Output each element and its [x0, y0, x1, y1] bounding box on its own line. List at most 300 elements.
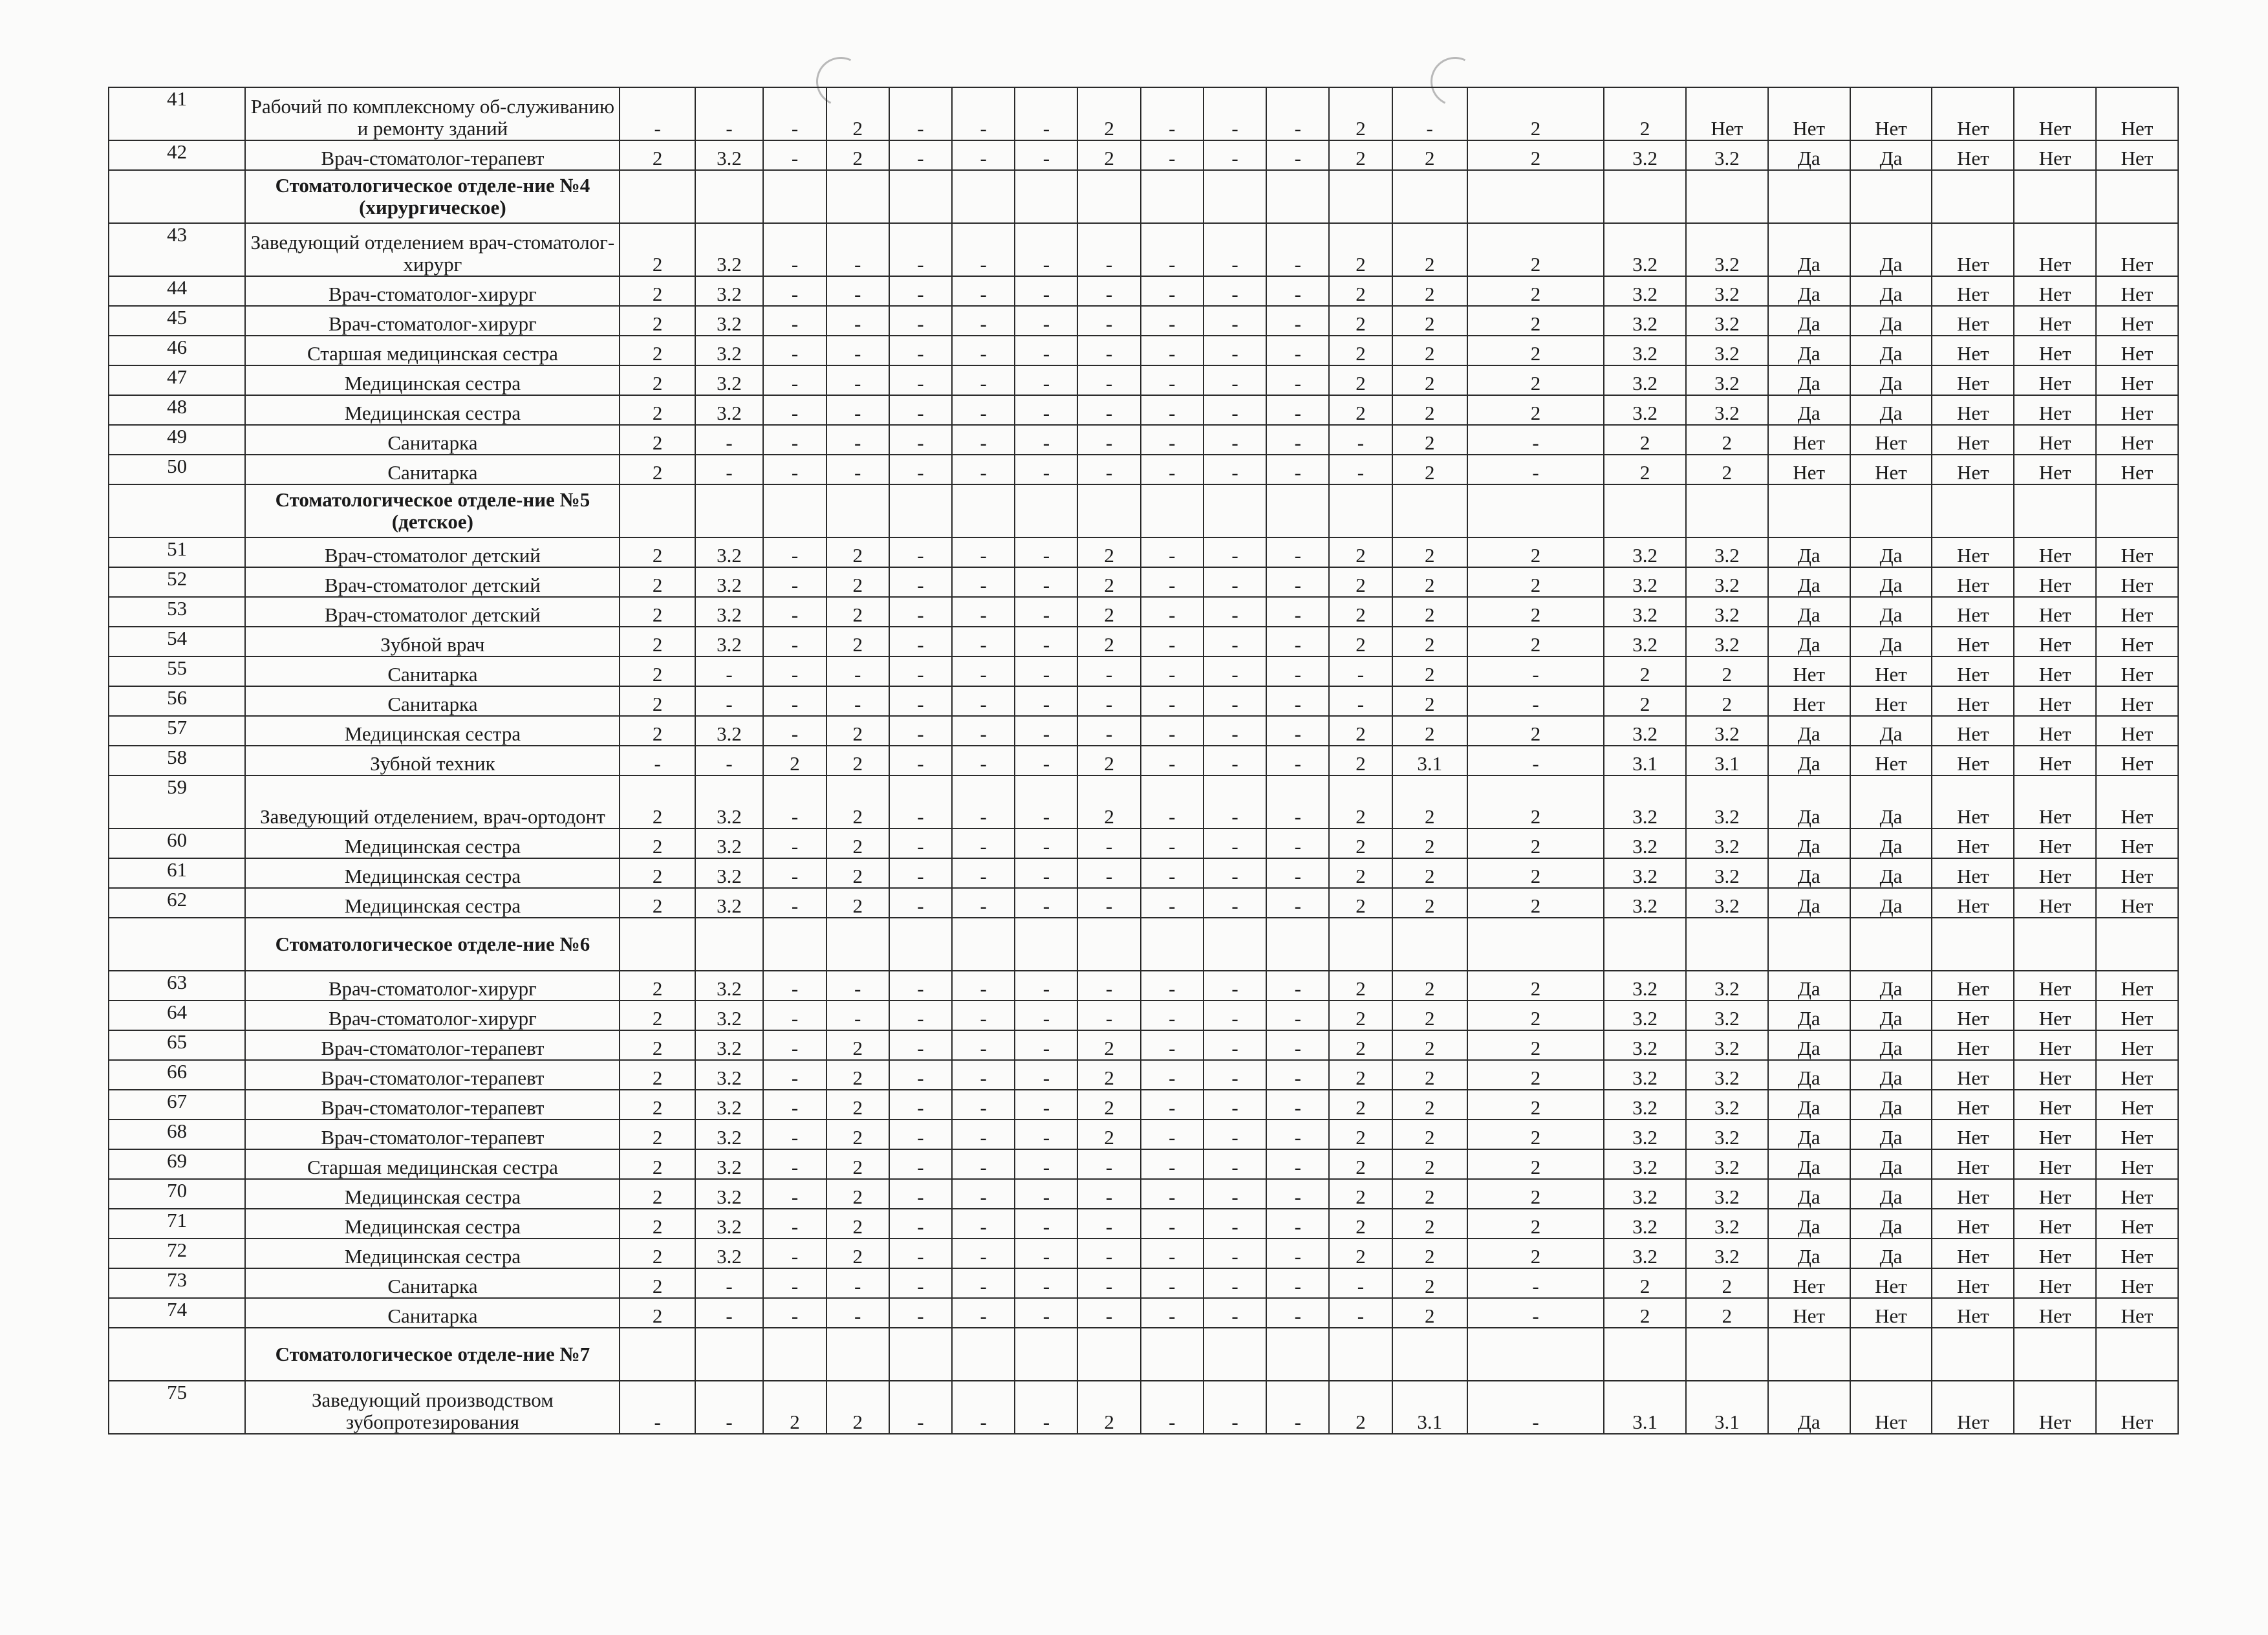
value-cell: -	[952, 365, 1015, 395]
value-cell: Нет	[2096, 627, 2178, 656]
value-cell: -	[1204, 223, 1266, 276]
value-cell: -	[1141, 455, 1204, 484]
value-cell: -	[1015, 746, 1077, 775]
value-cell: Да	[1768, 716, 1850, 746]
value-cell: 3.2	[695, 567, 764, 597]
value-cell: -	[826, 971, 889, 1001]
position-name-cell: Врач-стоматолог детский	[245, 567, 620, 597]
value-cell: -	[952, 276, 1015, 306]
value-cell: -	[1141, 537, 1204, 567]
position-name-cell: Заведующий отделением, врач-ортодонт	[245, 775, 620, 828]
position-name-cell: Медицинская сестра	[245, 1209, 620, 1239]
table-row	[109, 1060, 2178, 1090]
value-cell: 2	[1392, 656, 1467, 686]
value-cell: Да	[1768, 888, 1850, 918]
value-cell: 2	[1686, 1268, 1768, 1298]
value-cell: 2	[763, 1381, 826, 1434]
value-cell	[2096, 170, 2178, 223]
value-cell	[695, 1328, 764, 1381]
value-cell: 3.2	[695, 888, 764, 918]
value-cell: 2	[620, 336, 695, 365]
value-cell: 3.2	[695, 1209, 764, 1239]
value-cell	[2014, 1328, 2096, 1381]
value-cell: Нет	[2014, 1268, 2096, 1298]
value-cell: -	[889, 395, 952, 425]
value-cell: -	[889, 1001, 952, 1030]
position-name-cell: Врач-стоматолог-терапевт	[245, 1060, 620, 1090]
value-cell: 3.2	[1604, 627, 1686, 656]
value-cell: 3.2	[1604, 1030, 1686, 1060]
value-cell: 2	[826, 828, 889, 858]
value-cell: 3.2	[695, 276, 764, 306]
value-cell: -	[952, 537, 1015, 567]
value-cell: Нет	[2014, 656, 2096, 686]
value-cell: -	[1015, 971, 1077, 1001]
value-cell: -	[1329, 686, 1392, 716]
value-cell: -	[1204, 567, 1266, 597]
value-cell: -	[889, 1120, 952, 1149]
value-cell: -	[1329, 1298, 1392, 1328]
value-cell: -	[1467, 1381, 1604, 1434]
value-cell: Нет	[1768, 656, 1850, 686]
row-number-cell: 52	[109, 567, 245, 597]
value-cell	[1932, 170, 2014, 223]
value-cell	[1329, 1328, 1392, 1381]
value-cell: 3.2	[1604, 276, 1686, 306]
value-cell: -	[1204, 1120, 1266, 1149]
value-cell: -	[1015, 1381, 1077, 1434]
value-cell	[695, 170, 764, 223]
value-cell: Да	[1768, 395, 1850, 425]
value-cell: 2	[1467, 597, 1604, 627]
value-cell: Нет	[2014, 306, 2096, 336]
value-cell: -	[695, 1298, 764, 1328]
value-cell: Нет	[1768, 686, 1850, 716]
value-cell: -	[1204, 395, 1266, 425]
value-cell: -	[1141, 656, 1204, 686]
value-cell: -	[1141, 365, 1204, 395]
value-cell: 3.2	[1604, 1001, 1686, 1030]
value-cell: -	[1204, 828, 1266, 858]
table-row	[109, 306, 2178, 336]
value-cell: 2	[620, 971, 695, 1001]
value-cell: Да	[1850, 1179, 1932, 1209]
value-cell: -	[952, 971, 1015, 1001]
value-cell: 2	[1392, 1001, 1467, 1030]
value-cell: 2	[826, 1090, 889, 1120]
row-number-cell: 45	[109, 306, 245, 336]
value-cell	[889, 1328, 952, 1381]
value-cell	[2096, 1328, 2178, 1381]
value-cell: -	[1266, 627, 1329, 656]
value-cell	[1077, 918, 1140, 971]
value-cell: 3.2	[1686, 306, 1768, 336]
value-cell: 2	[1329, 567, 1392, 597]
value-cell: Нет	[1932, 365, 2014, 395]
value-cell: -	[889, 1381, 952, 1434]
value-cell: 2	[1329, 716, 1392, 746]
value-cell: 2	[1077, 1381, 1140, 1434]
value-cell: -	[1204, 656, 1266, 686]
value-cell: 2	[1329, 597, 1392, 627]
value-cell	[2014, 918, 2096, 971]
value-cell: -	[826, 455, 889, 484]
value-cell: -	[1141, 971, 1204, 1001]
value-cell: 3.2	[1604, 306, 1686, 336]
value-cell: 2	[1467, 775, 1604, 828]
value-cell: 2	[1392, 686, 1467, 716]
value-cell: Нет	[2096, 716, 2178, 746]
value-cell: 3.2	[1686, 775, 1768, 828]
row-number-cell: 69	[109, 1149, 245, 1179]
position-name-cell: Зубной техник	[245, 746, 620, 775]
value-cell: 2	[826, 1149, 889, 1179]
value-cell: 2	[1467, 1030, 1604, 1060]
position-name-cell: Санитарка	[245, 1268, 620, 1298]
value-cell: Нет	[2096, 425, 2178, 455]
value-cell	[1604, 484, 1686, 537]
value-cell: 2	[1467, 365, 1604, 395]
value-cell: -	[952, 597, 1015, 627]
value-cell: 3.2	[1604, 567, 1686, 597]
value-cell: Да	[1850, 537, 1932, 567]
value-cell: Нет	[2096, 686, 2178, 716]
value-cell: -	[1141, 1239, 1204, 1268]
value-cell: -	[763, 1298, 826, 1328]
value-cell: 2	[1392, 336, 1467, 365]
table-row	[109, 627, 2178, 656]
position-name-cell: Старшая медицинская сестра	[245, 336, 620, 365]
value-cell: 3.1	[1686, 1381, 1768, 1434]
value-cell: -	[1077, 455, 1140, 484]
value-cell: Нет	[1932, 276, 2014, 306]
value-cell: -	[763, 276, 826, 306]
value-cell: 2	[1467, 828, 1604, 858]
value-cell	[763, 170, 826, 223]
value-cell: 3.2	[695, 1239, 764, 1268]
value-cell: Да	[1850, 567, 1932, 597]
value-cell: 2	[826, 567, 889, 597]
value-cell: 2	[1392, 455, 1467, 484]
value-cell: -	[889, 1298, 952, 1328]
value-cell: -	[1266, 971, 1329, 1001]
value-cell: -	[1266, 597, 1329, 627]
value-cell: Нет	[1850, 656, 1932, 686]
value-cell: 2	[1329, 395, 1392, 425]
value-cell: Да	[1768, 1179, 1850, 1209]
value-cell: 2	[1392, 276, 1467, 306]
row-number-cell: 74	[109, 1298, 245, 1328]
value-cell: 2	[1392, 1149, 1467, 1179]
value-cell: -	[1266, 223, 1329, 276]
value-cell: Нет	[2096, 1298, 2178, 1328]
value-cell: Да	[1850, 223, 1932, 276]
position-name-cell: Санитарка	[245, 425, 620, 455]
value-cell: Да	[1768, 1239, 1850, 1268]
value-cell: 2	[1392, 365, 1467, 395]
value-cell: Нет	[1932, 455, 2014, 484]
value-cell: 2	[826, 858, 889, 888]
value-cell: -	[1467, 1298, 1604, 1328]
value-cell: -	[1467, 746, 1604, 775]
value-cell: Нет	[1932, 1001, 2014, 1030]
value-cell: -	[889, 306, 952, 336]
value-cell: 2	[620, 395, 695, 425]
value-cell: 3.2	[1686, 627, 1768, 656]
value-cell: 3.2	[1604, 828, 1686, 858]
value-cell: -	[889, 656, 952, 686]
value-cell: Нет	[2096, 656, 2178, 686]
section-header-row	[109, 484, 2178, 537]
value-cell: -	[952, 395, 1015, 425]
value-cell: Нет	[2096, 1179, 2178, 1209]
value-cell: 3.2	[695, 858, 764, 888]
value-cell: -	[1141, 395, 1204, 425]
value-cell: -	[1141, 775, 1204, 828]
position-name-cell: Медицинская сестра	[245, 888, 620, 918]
value-cell: -	[1015, 336, 1077, 365]
value-cell: -	[1141, 597, 1204, 627]
value-cell: 2	[1686, 1298, 1768, 1328]
value-cell: 2	[1329, 775, 1392, 828]
value-cell: 2	[1392, 425, 1467, 455]
value-cell: 3.2	[695, 306, 764, 336]
value-cell	[1768, 1328, 1850, 1381]
value-cell: 2	[1467, 336, 1604, 365]
value-cell: -	[763, 365, 826, 395]
value-cell: 2	[620, 567, 695, 597]
value-cell: -	[1329, 455, 1392, 484]
value-cell: 2	[1392, 597, 1467, 627]
value-cell: Нет	[1932, 888, 2014, 918]
value-cell: 2	[620, 1239, 695, 1268]
value-cell: 3.1	[1604, 1381, 1686, 1434]
value-cell: Нет	[2096, 1149, 2178, 1179]
value-cell: 3.2	[1604, 223, 1686, 276]
value-cell	[1015, 484, 1077, 537]
value-cell	[952, 170, 1015, 223]
value-cell	[2014, 170, 2096, 223]
value-cell: -	[1204, 365, 1266, 395]
value-cell: -	[1266, 1001, 1329, 1030]
value-cell	[763, 1328, 826, 1381]
value-cell: -	[1204, 1001, 1266, 1030]
value-cell: 2	[1077, 87, 1140, 140]
value-cell	[1850, 484, 1932, 537]
value-cell: -	[1204, 425, 1266, 455]
value-cell: -	[1141, 888, 1204, 918]
value-cell: Да	[1768, 336, 1850, 365]
value-cell: 3.2	[1686, 1030, 1768, 1060]
table-row	[109, 971, 2178, 1001]
value-cell: -	[1204, 1381, 1266, 1434]
value-cell	[763, 484, 826, 537]
value-cell: -	[1015, 1060, 1077, 1090]
section-header-row	[109, 1328, 2178, 1381]
value-cell: -	[1266, 1298, 1329, 1328]
value-cell: Нет	[1932, 656, 2014, 686]
value-cell: -	[1141, 1001, 1204, 1030]
value-cell	[1077, 1328, 1140, 1381]
position-name-cell: Врач-стоматолог-терапевт	[245, 1030, 620, 1060]
value-cell: 2	[620, 597, 695, 627]
row-number-cell: 47	[109, 365, 245, 395]
value-cell: -	[952, 567, 1015, 597]
value-cell: Да	[1768, 1209, 1850, 1239]
value-cell: 3.2	[695, 1030, 764, 1060]
value-cell: -	[1266, 858, 1329, 888]
position-name-cell: Зубной врач	[245, 627, 620, 656]
value-cell: Нет	[2096, 336, 2178, 365]
value-cell: -	[952, 1120, 1015, 1149]
value-cell	[620, 1328, 695, 1381]
value-cell: Нет	[1768, 87, 1850, 140]
value-cell: -	[1077, 1298, 1140, 1328]
value-cell: -	[889, 597, 952, 627]
value-cell: -	[1077, 1179, 1140, 1209]
value-cell: 3.2	[695, 1149, 764, 1179]
value-cell: -	[1467, 686, 1604, 716]
value-cell	[1467, 918, 1604, 971]
value-cell: 2	[1604, 656, 1686, 686]
value-cell: 3.2	[1686, 1001, 1768, 1030]
value-cell: -	[952, 306, 1015, 336]
value-cell: Да	[1768, 971, 1850, 1001]
value-cell: -	[952, 87, 1015, 140]
value-cell: 2	[826, 1120, 889, 1149]
value-cell: Нет	[2014, 276, 2096, 306]
value-cell: Нет	[2096, 223, 2178, 276]
value-cell: -	[1266, 1209, 1329, 1239]
value-cell: Да	[1768, 775, 1850, 828]
position-name-cell: Медицинская сестра	[245, 395, 620, 425]
value-cell: Нет	[2014, 858, 2096, 888]
value-cell: -	[889, 888, 952, 918]
value-cell: 2	[1392, 567, 1467, 597]
value-cell	[826, 484, 889, 537]
value-cell: Нет	[1768, 425, 1850, 455]
value-cell	[1329, 918, 1392, 971]
value-cell: Да	[1850, 828, 1932, 858]
value-cell: -	[1266, 1268, 1329, 1298]
value-cell: Нет	[2096, 306, 2178, 336]
value-cell: Да	[1768, 276, 1850, 306]
value-cell: 2	[1329, 858, 1392, 888]
value-cell: -	[1266, 1149, 1329, 1179]
value-cell: Нет	[2014, 1001, 2096, 1030]
value-cell: Нет	[1932, 686, 2014, 716]
value-cell: -	[889, 336, 952, 365]
value-cell	[695, 918, 764, 971]
value-cell: 2	[1392, 1090, 1467, 1120]
value-cell: 2	[1604, 686, 1686, 716]
value-cell: -	[1141, 425, 1204, 455]
value-cell: 2	[1077, 1090, 1140, 1120]
value-cell: Да	[1768, 306, 1850, 336]
value-cell: -	[1015, 597, 1077, 627]
row-number-cell: 55	[109, 656, 245, 686]
value-cell: -	[889, 276, 952, 306]
value-cell: 2	[1467, 537, 1604, 567]
value-cell: -	[1015, 1149, 1077, 1179]
value-cell: 3.2	[1604, 971, 1686, 1001]
section-header-row	[109, 170, 2178, 223]
value-cell: 2	[1329, 336, 1392, 365]
value-cell: Нет	[2096, 1209, 2178, 1239]
value-cell: 2	[1604, 87, 1686, 140]
table-row	[109, 1030, 2178, 1060]
value-cell: -	[1015, 87, 1077, 140]
value-cell: 2	[1392, 775, 1467, 828]
value-cell: -	[695, 1268, 764, 1298]
value-cell: -	[1141, 828, 1204, 858]
value-cell: 2	[826, 1179, 889, 1209]
table-row	[109, 858, 2178, 888]
value-cell: 2	[1077, 1120, 1140, 1149]
value-cell: 3.1	[1686, 746, 1768, 775]
value-cell: -	[763, 87, 826, 140]
value-cell: -	[1204, 306, 1266, 336]
value-cell: -	[763, 1090, 826, 1120]
value-cell: Нет	[1932, 1149, 2014, 1179]
value-cell: 2	[1392, 1239, 1467, 1268]
value-cell: 2	[620, 1149, 695, 1179]
value-cell: -	[763, 627, 826, 656]
value-cell: Да	[1850, 1120, 1932, 1149]
value-cell: 2	[1467, 395, 1604, 425]
value-cell: -	[1204, 1298, 1266, 1328]
value-cell: -	[695, 1381, 764, 1434]
value-cell: Нет	[2014, 828, 2096, 858]
value-cell: 3.2	[1686, 1060, 1768, 1090]
value-cell: Нет	[2096, 395, 2178, 425]
value-cell: 3.2	[1686, 1209, 1768, 1239]
value-cell: 3.2	[1604, 716, 1686, 746]
value-cell: 3.2	[1604, 1090, 1686, 1120]
row-number-cell: 53	[109, 597, 245, 627]
value-cell: -	[1266, 828, 1329, 858]
value-cell: 2	[620, 1060, 695, 1090]
value-cell: 2	[1077, 775, 1140, 828]
value-cell	[2096, 484, 2178, 537]
row-number-cell: 60	[109, 828, 245, 858]
value-cell: 2	[1077, 627, 1140, 656]
value-cell: 2	[1392, 395, 1467, 425]
value-cell: -	[952, 888, 1015, 918]
value-cell: -	[1077, 395, 1140, 425]
value-cell: Нет	[2014, 1298, 2096, 1328]
value-cell: -	[889, 1239, 952, 1268]
value-cell: -	[1266, 140, 1329, 170]
value-cell: 3.2	[695, 775, 764, 828]
value-cell	[1015, 918, 1077, 971]
value-cell: 3.2	[695, 971, 764, 1001]
value-cell: Нет	[1932, 223, 2014, 276]
value-cell: -	[952, 1179, 1015, 1209]
value-cell: 2	[1329, 1239, 1392, 1268]
value-cell	[952, 918, 1015, 971]
value-cell: 2	[620, 1179, 695, 1209]
value-cell: Да	[1768, 1001, 1850, 1030]
value-cell	[620, 484, 695, 537]
value-cell: 2	[620, 1120, 695, 1149]
value-cell: -	[1015, 223, 1077, 276]
value-cell: -	[1015, 828, 1077, 858]
value-cell: 2	[1392, 1120, 1467, 1149]
value-cell: -	[952, 1030, 1015, 1060]
value-cell: 2	[1077, 1060, 1140, 1090]
value-cell: 2	[1467, 306, 1604, 336]
